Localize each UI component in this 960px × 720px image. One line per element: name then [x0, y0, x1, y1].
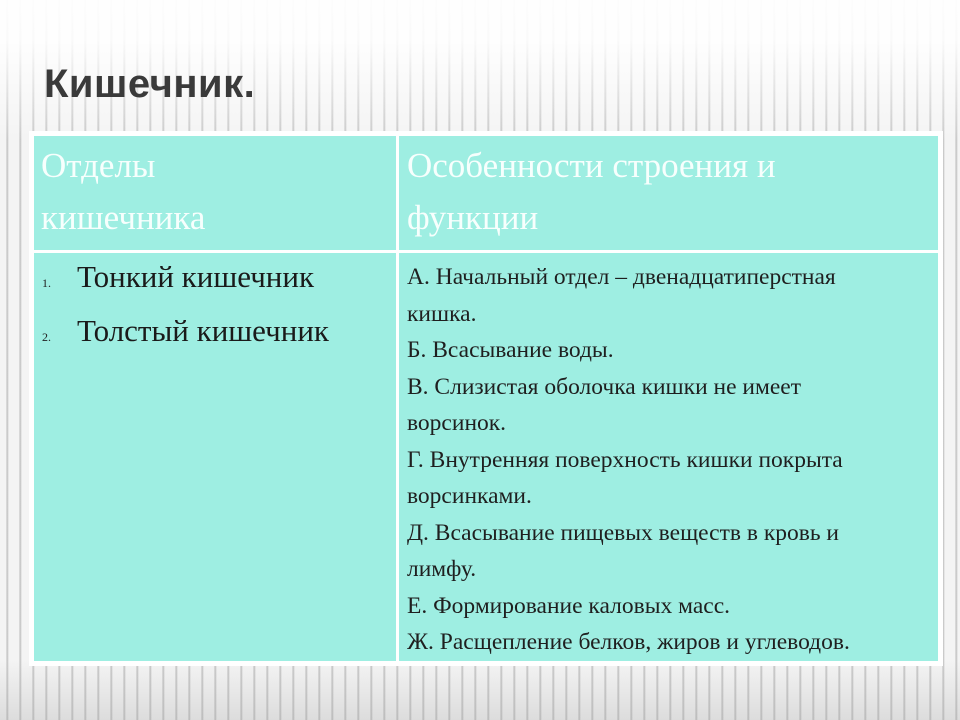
header-sections [33, 135, 398, 252]
background-fade [0, 660, 960, 720]
header-features-line2: функции [407, 198, 539, 237]
features-cell [398, 252, 940, 663]
list-number: 1. [42, 276, 51, 290]
header-sections-line1: Отделы [41, 146, 156, 185]
feature-line: Ж. Расщепление белков, жиров и углеводов. [407, 629, 850, 655]
list-label: Толстый кишечник [77, 313, 329, 348]
feature-line: Г. Внутренняя поверхность кишки покрыта [407, 446, 843, 473]
feature-line: Е. Формирование каловых масс. [407, 592, 730, 619]
feature-line: В. Слизистая оболочка кишки не имеет [407, 373, 801, 400]
list-item [42, 259, 396, 313]
intestine-table [31, 133, 941, 664]
feature-item [407, 588, 918, 625]
table-header-row [33, 135, 940, 252]
list-number: 2. [42, 330, 51, 344]
sections-list [34, 253, 396, 367]
feature-line: А. Начальный отдел – двенадцатиперстная [407, 264, 836, 290]
feature-item [407, 332, 918, 369]
feature-item [407, 515, 918, 588]
feature-item [407, 369, 918, 442]
table-body-row [33, 252, 940, 663]
feature-line: ворсинок. [407, 410, 507, 436]
slide-title: Кишечник. [44, 62, 256, 106]
feature-line: кишка. [407, 300, 477, 327]
feature-item [407, 442, 918, 515]
feature-line: Б. Всасывание воды. [407, 337, 614, 363]
list-label: Тонкий кишечник [77, 259, 315, 294]
header-sections-line2: кишечника [41, 198, 206, 237]
feature-line: Д. Всасывание пищевых веществ в кровь и [407, 519, 840, 546]
features-list [399, 253, 938, 661]
header-features-line1: Особенности строения и [407, 146, 776, 185]
sections-cell [33, 252, 398, 663]
header-features [398, 135, 940, 252]
feature-item [407, 624, 918, 661]
feature-item [407, 259, 918, 332]
feature-line: ворсинками. [407, 483, 532, 509]
feature-line: лимфу. [407, 556, 477, 582]
list-item [42, 313, 396, 367]
